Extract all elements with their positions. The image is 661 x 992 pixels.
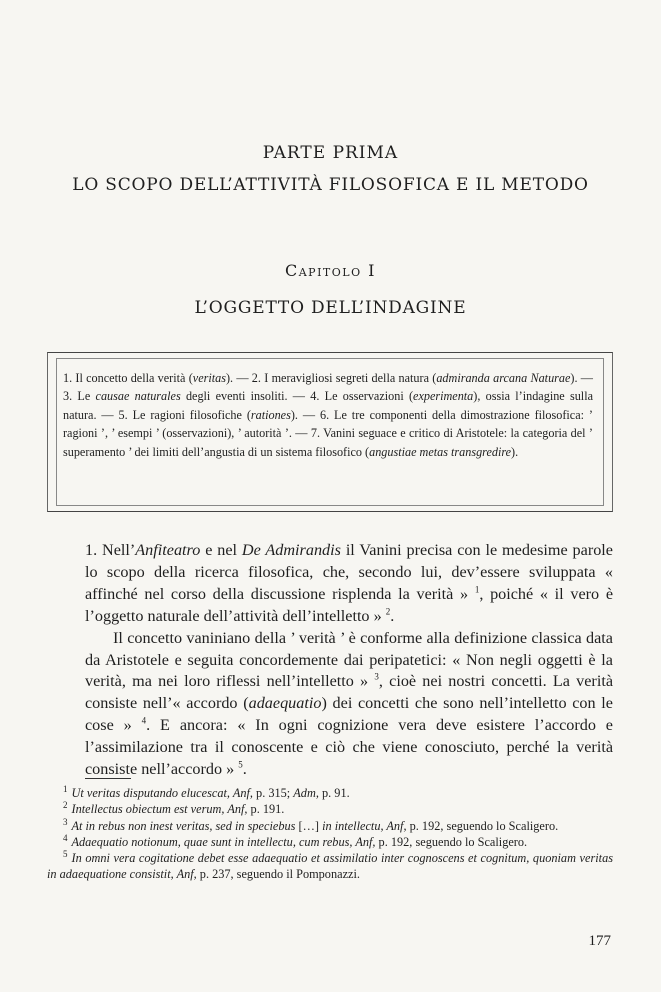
chapter-summary: 1. Il concetto della verità (veritas). — 2. I meravigliosi segreti della natura (admiranda arcana Naturae). — 3. Le causae naturales degli eventi insoliti. — 4. Le osservazioni (experimenta), ossia l’indagine sulla natura. — 5. Le ragioni filosofiche (rationes). — 6. Le tre componenti della dimostrazione filosofica: ’ ragioni ’, ’ esempi ’ (osservazioni), ’ autorità ’. — 7. Vanini seguace e critico di Aristotele: la categoria del ’ superamento ’ dei limiti dell’angustia di un sistema filosofico (angustiae metas transgredire). <box>63 371 593 459</box>
footnote-ref: 4 <box>141 715 147 726</box>
part-title: LO SCOPO DELL’ATTIVITÀ FILOSOFICA E IL METODO <box>72 175 589 195</box>
page-number: 177 <box>588 933 611 949</box>
paragraph-2: Il concetto vaniniano della ’ verità ’ è conforme alla definizione classica data da Aristotele e seguita concordemente dai peripatetici: « Non negli oggetti è la verità, ma nei loro riflessi nell’intelletto » $^3$, cioè nei nostri concetti. La verità consiste nell’« accordo (adaequatio) dei concetti che sono nell’intelletto con le cose » $^4$. E ancora: « In ogni cognizione vera deve esistere l’accordo e l’assimilazione tra il conoscente e ciò che viene conosciuto, perché la verità consiste nell’accordo » $^5$. <box>85 628 614 779</box>
chapter-summary-box <box>47 352 613 512</box>
chapter-title: L’OGGETTO DELL’INDAGINE <box>194 298 467 318</box>
footnote-ref: 2 <box>385 606 391 617</box>
footnote: $^2$ Intellectus obiectum est verum, Anf, p. 191. <box>63 800 285 817</box>
paragraph-1: 1. Nell’Anfiteatro e nel De Admirandis il Vanini precisa con le medesime parole lo scopo della ricerca filosofica, che, secondo lui, dev’essere sviluppata « affinché nel corso della discussione risplenda la verità » $^1$, poiché « il vero è l’oggetto naturale dell’attività dell’intelletto » $^2$. <box>85 541 614 625</box>
footnote-ref: 1 <box>474 584 480 595</box>
footnote: $^3$ At in rebus non inest veritas, sed in speciebus […] in intellectu, Anf, p. 192, seguendo lo Scaligero. <box>63 816 559 833</box>
footnote: $^4$ Adaequatio notionum, quae sunt in intellectu, cum rebus, Anf, p. 192, seguendo lo Scaligero. <box>63 832 528 849</box>
footnote-ref: 5 <box>238 759 243 770</box>
footnote: $^5$ In omni vera cogitatione debet esse adaequatio et assimilatio inter cognoscens et cognitum, quoniam veritas in adaequatione consistit, Anf, p. 237, seguendo il Pomponazzi. <box>47 849 613 882</box>
part-label: PARTE PRIMA <box>262 143 399 163</box>
chapter-label: Capitolo I <box>284 261 377 280</box>
footnote-divider <box>85 778 131 779</box>
footnotes <box>47 785 613 883</box>
footnote: $^1$ Ut veritas disputando elucescat, Anf, p. 315; Adm, p. 91. <box>63 783 350 800</box>
body-text <box>85 540 613 781</box>
footnote-ref: 3 <box>374 672 379 683</box>
